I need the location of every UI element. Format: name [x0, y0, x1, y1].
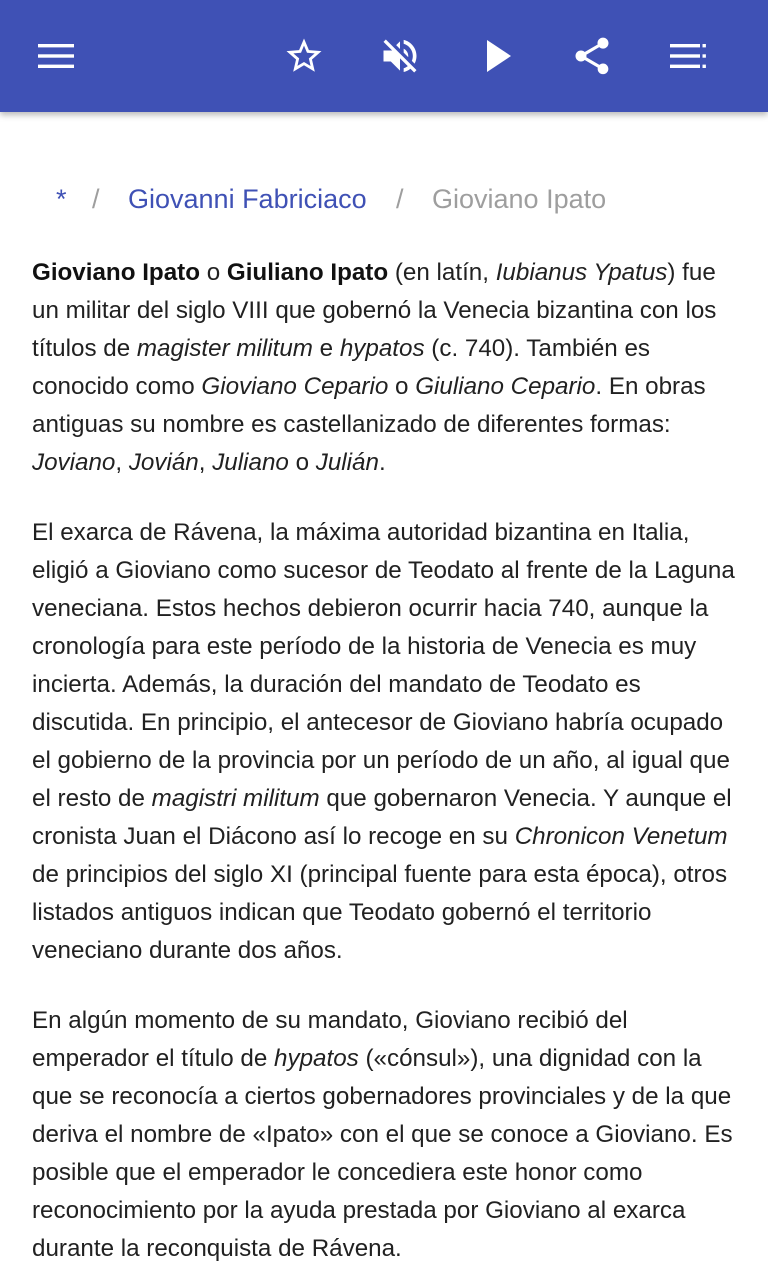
article-italic-term: Giuliano Cepario [415, 373, 596, 400]
article-content[interactable] [0, 112, 768, 1280]
article-text: que gobernaron Venecia. Y aunque el cronista Juan el Diácono así lo recoge en su [32, 785, 732, 850]
app-bar [0, 0, 768, 112]
article-italic-term: hypatos [339, 335, 425, 362]
article-bold-term: Gioviano Ipato [32, 259, 200, 286]
share-icon [570, 34, 614, 78]
article-italic-term: magistri militum [151, 785, 320, 812]
breadcrumb-separator: / [396, 184, 404, 214]
article-italic-term: Julián [315, 449, 379, 476]
article-text: . [378, 449, 386, 476]
article-text: (c. 740). También es conocido como [32, 335, 650, 400]
article-paragraph [32, 514, 736, 970]
article-text: o [388, 373, 416, 400]
article-text: . En obras antiguas su nombre es castellanizado de diferentes formas: [32, 373, 706, 438]
article-bold-term: Giuliano Ipato [226, 259, 389, 286]
article-text: de principios del siglo XI (principal fuente para esta época), otros listados antiguos indican que Teodato gobernó el territorio veneciano durante dos años. [32, 861, 728, 964]
play-button[interactable] [464, 22, 532, 90]
article-paragraph [32, 1002, 736, 1268]
article-italic-term: Joviano [32, 449, 116, 476]
article-text: ) fue un militar del siglo VIII que gobernó la Venecia bizantina con los títulos de [32, 259, 717, 362]
article-body [32, 254, 736, 1280]
breadcrumb-parent-link[interactable]: Giovanni Fabriciaco [128, 184, 367, 214]
favorite-button[interactable] [270, 22, 338, 90]
play-icon [478, 36, 518, 76]
article-italic-term: Juliano [212, 449, 289, 476]
breadcrumb-home-link[interactable]: * [56, 184, 67, 214]
article-italic-term: Iubianus Ypatus [495, 259, 668, 286]
share-button[interactable] [558, 22, 626, 90]
mute-button[interactable] [366, 22, 434, 90]
article-italic-term: Jovián [128, 449, 199, 476]
article-text: El exarca de Rávena, la máxima autoridad bizantina en Italia, eligió a Gioviano como sucesor de Teodato al frente de la Laguna veneciana. Estos hechos debieron ocurrir hacia 740, aunque la cronología para este período de la historia de Venecia es muy incierta. Además, la duración del mandato de Teodato es discutida. En principio, el antecesor de Gioviano habría ocupado el gobierno de la provincia por un período de un año, al igual que el resto de [32, 519, 735, 812]
article-italic-term: hypatos [274, 1045, 359, 1072]
playlist-icon [668, 36, 708, 76]
article-italic-term: Gioviano Cepario [201, 373, 389, 400]
breadcrumb-current: Gioviano Ipato [432, 184, 607, 214]
hamburger-menu-icon [36, 36, 76, 76]
article-text: e [312, 335, 340, 362]
star-outline-icon [283, 35, 325, 77]
article-paragraph [32, 254, 736, 482]
article-text: , [198, 449, 213, 476]
article-text: (en latín, [388, 259, 496, 286]
article-text: («cónsul»), una dignidad con la que se reconocía a ciertos gobernadores provinciales y de la que deriva el nombre de «Ipato» con el que se conoce a Gioviano. Es posible que el emperador le concediera este honor como reconocimiento por la ayuda prestada por Gioviano al exarca durante la reconquista de Rávena. [32, 1045, 733, 1262]
menu-button[interactable] [22, 22, 90, 90]
toc-button[interactable] [654, 22, 722, 90]
breadcrumb-separator: / [92, 184, 100, 214]
volume-off-icon [378, 34, 422, 78]
article-text: o [199, 259, 227, 286]
article-italic-term: magister militum [136, 335, 313, 362]
article-italic-term: Chronicon Venetum [514, 823, 728, 850]
article-text: o [288, 449, 316, 476]
article-text: En algún momento de su mandato, Gioviano recibió del emperador el título de [32, 1007, 628, 1072]
article-text: , [115, 449, 129, 476]
